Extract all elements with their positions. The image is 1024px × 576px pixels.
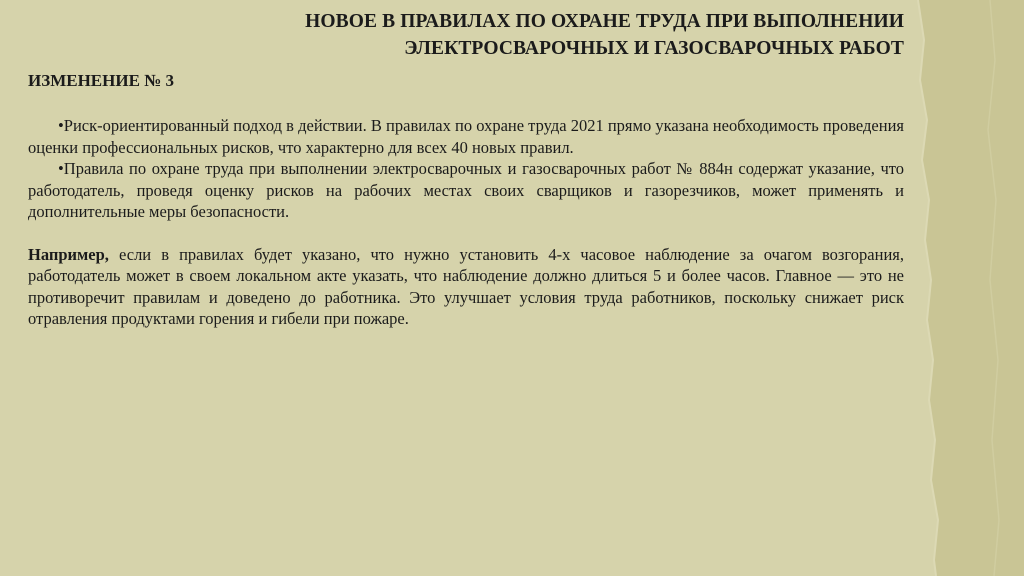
bullet-paragraph: •Правила по охране труда при выполнении электросварочных и газосварочных работ № 884н содержат указание, что работодатель, проведя оценку рисков на рабочих местах своих сварщиков и газорезчиков, может применять и дополнительные меры безопасности.: [28, 159, 904, 221]
example-lead: Например,: [28, 244, 109, 264]
slide-title-line-2: ЭЛЕКТРОСВАРОЧНЫХ И ГАЗОСВАРОЧНЫХ РАБОТ: [404, 38, 904, 59]
section-heading: ИЗМЕНЕНИЕ № 3: [28, 71, 175, 90]
slide-body: [28, 115, 904, 330]
example-text: если в правилах будет указано, что нужно установить 4-х часовое наблюдение за очагом возгорания, работодатель может в своем локальном акте указать, что наблюдение должно длиться 5 и более часов. Главное — это не противоречит правилам и доведено до работника. Это улучшает условия труда работников, поскольку снижает риск отравления продуктами горения и гибели при пожаре.: [28, 244, 904, 328]
slide-title-line-1: НОВОЕ В ПРАВИЛАХ ПО ОХРАНЕ ТРУДА ПРИ ВЫПОЛНЕНИИ: [305, 11, 904, 32]
slide-title: [150, 8, 904, 62]
example-paragraph: [28, 244, 904, 330]
bullet-paragraph: •Риск-ориентированный подход в действии. В правилах по охране труда 2021 прямо указана необходимость проведения оценки профессиональных рисков, что характерно для всех 40 новых правил.: [28, 116, 904, 157]
